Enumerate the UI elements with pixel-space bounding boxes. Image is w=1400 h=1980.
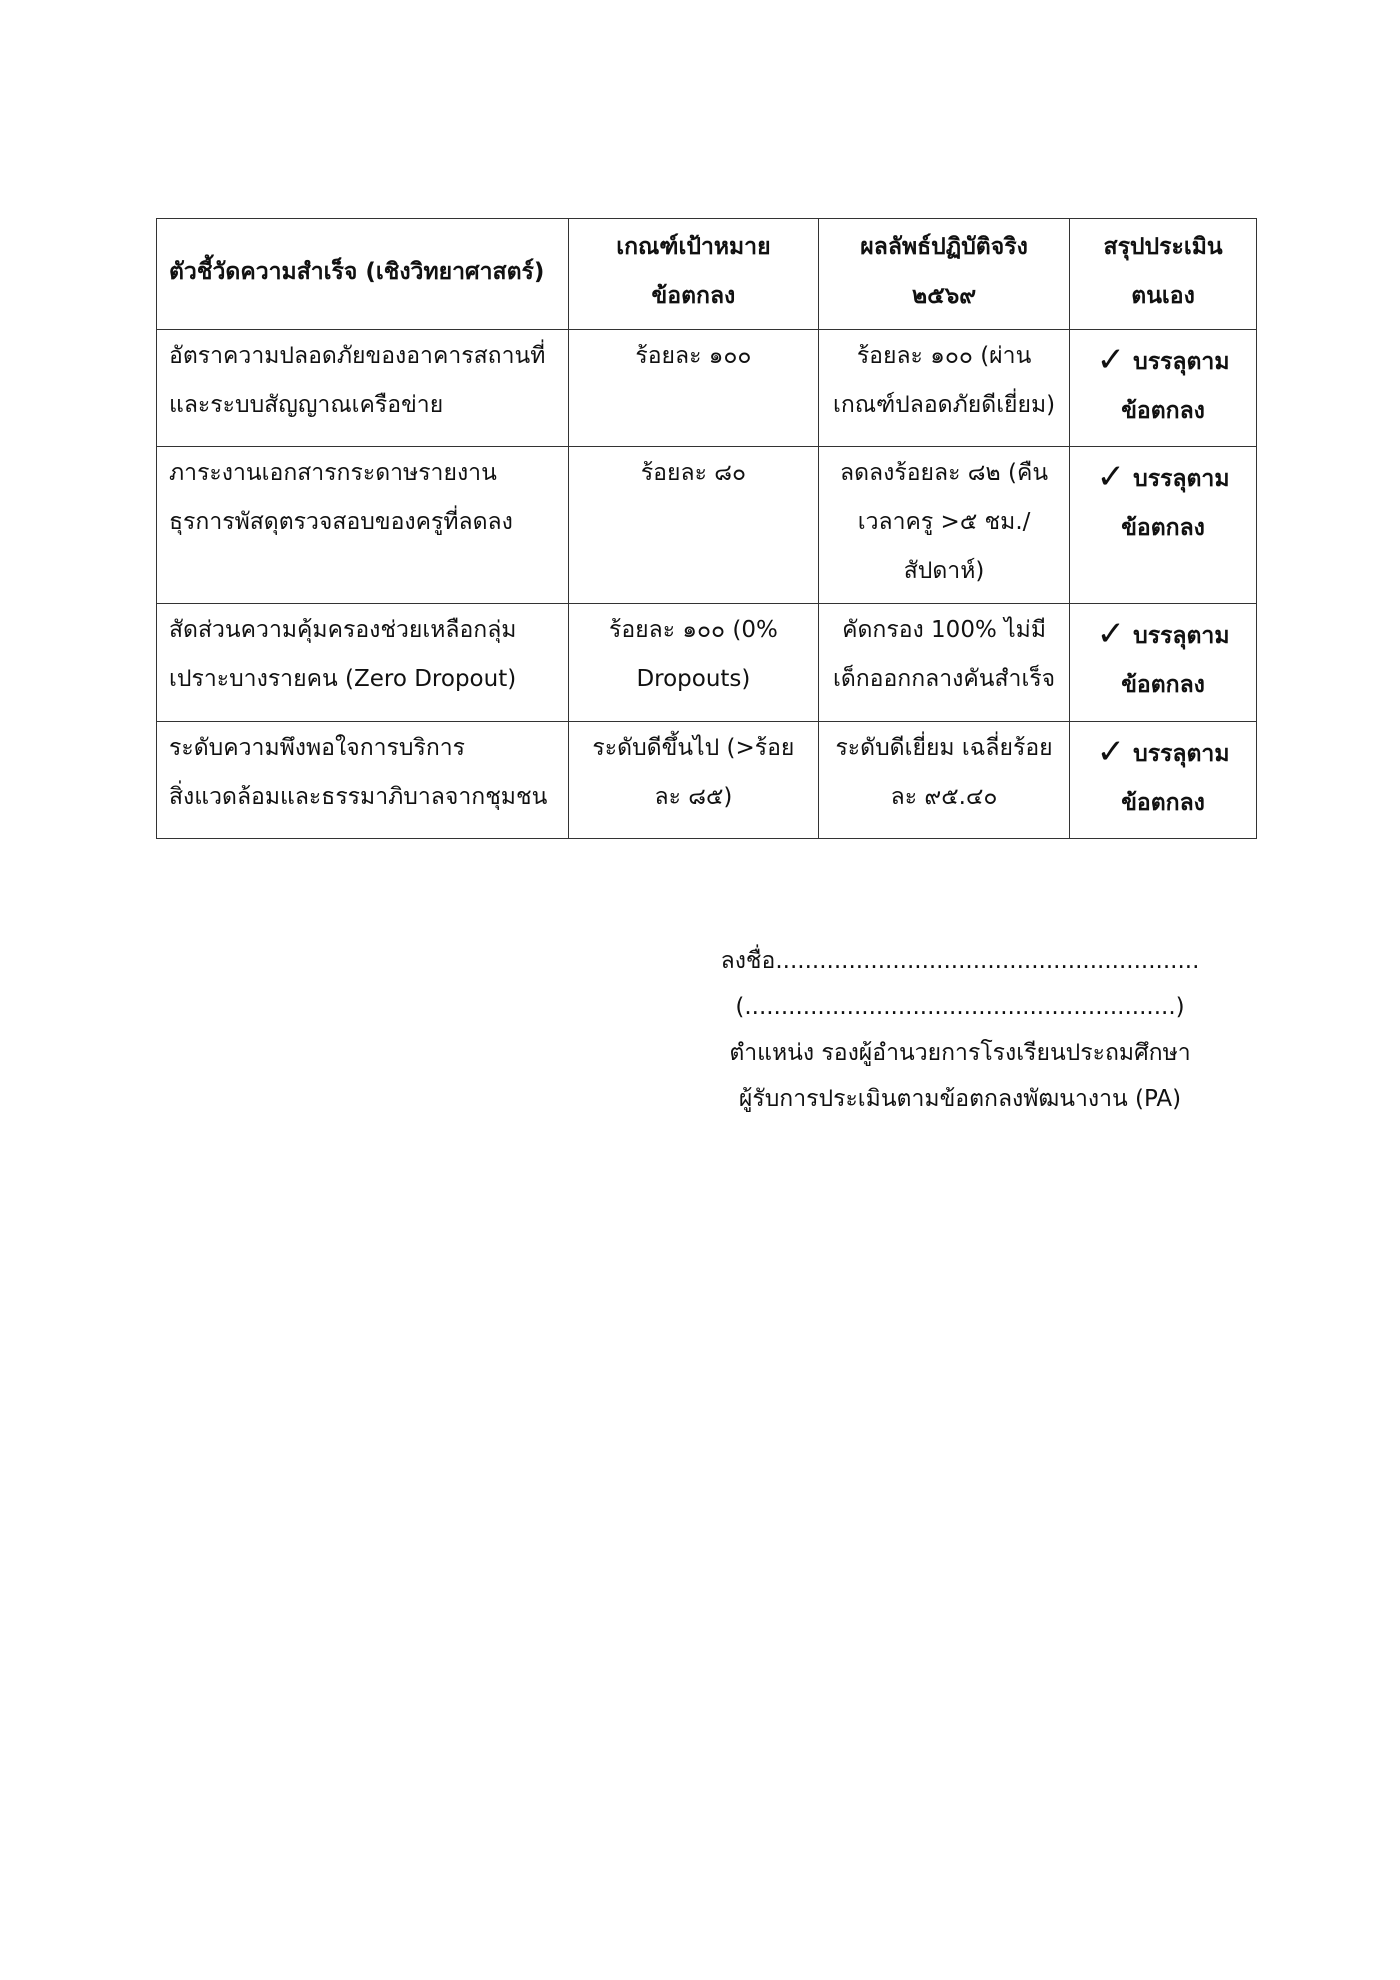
result-cell: ระดับดีเยี่ยม เฉลี่ยร้อย ละ ๙๕.๔๐ bbox=[818, 722, 1069, 839]
signer-position: ตำแหน่ง รองผู้อำนวยการโรงเรียนประถมศึกษา bbox=[729, 1040, 1191, 1066]
target-cell: ร้อยละ ๑๐๐ bbox=[568, 330, 818, 447]
signer-name-line: (...........................................................) bbox=[735, 994, 1185, 1020]
indicator-cell: ภาระงานเอกสารกระดาษรายงาน ธุรการพัสดุตรวจสอบของครูที่ลดลง bbox=[157, 447, 569, 604]
target-cell: ระดับดีขึ้นไป (>ร้อย ละ ๘๕) bbox=[568, 722, 818, 839]
checkmark-icon: ✓ bbox=[1096, 457, 1126, 497]
header-target: เกณฑ์เป้าหมาย ข้อตกลง bbox=[568, 219, 818, 330]
table-row bbox=[157, 604, 1257, 722]
checkmark-icon: ✓ bbox=[1096, 340, 1126, 380]
target-cell: ร้อยละ ๑๐๐ (0% Dropouts) bbox=[568, 604, 818, 722]
result-cell: คัดกรอง 100% ไม่มี เด็กออกกลางคันสำเร็จ bbox=[818, 604, 1069, 722]
result-cell: ลดลงร้อยละ ๘๒ (คืน เวลาครู >๕ ชม./ สัปดาห์) bbox=[818, 447, 1069, 604]
header-self-assessment: สรุปประเมิน ตนเอง bbox=[1070, 219, 1257, 330]
status-cell: ✓ บรรลุตาม ข้อตกลง bbox=[1070, 604, 1257, 722]
indicator-cell: อัตราความปลอดภัยของอาคารสถานที่ และระบบสัญญาณเครือข่าย bbox=[157, 330, 569, 447]
status-cell: ✓ บรรลุตาม ข้อตกลง bbox=[1070, 722, 1257, 839]
table-row bbox=[157, 330, 1257, 447]
status-cell: ✓ บรรลุตาม ข้อตกลง bbox=[1070, 447, 1257, 604]
indicator-cell: สัดส่วนความคุ้มครองช่วยเหลือกลุ่ม เปราะบางรายคน (Zero Dropout) bbox=[157, 604, 569, 722]
checkmark-icon: ✓ bbox=[1096, 614, 1126, 654]
signer-role: ผู้รับการประเมินตามข้อตกลงพัฒนางาน (PA) bbox=[738, 1086, 1182, 1112]
indicator-cell: ระดับความพึงพอใจการบริการ สิ่งแวดล้อมและธรรมาภิบาลจากชุมชน bbox=[157, 722, 569, 839]
signature-block bbox=[690, 938, 1230, 1122]
checkmark-icon: ✓ bbox=[1096, 732, 1126, 772]
kpi-table bbox=[156, 218, 1257, 839]
table-header-row bbox=[157, 219, 1257, 330]
table-row bbox=[157, 447, 1257, 604]
target-cell: ร้อยละ ๘๐ bbox=[568, 447, 818, 604]
table-row bbox=[157, 722, 1257, 839]
header-result: ผลลัพธ์ปฏิบัติจริง ๒๕๖๙ bbox=[818, 219, 1069, 330]
result-cell: ร้อยละ ๑๐๐ (ผ่าน เกณฑ์ปลอดภัยดีเยี่ยม) bbox=[818, 330, 1069, 447]
signature-line: ลงชื่อ.......................................................... bbox=[720, 948, 1200, 974]
header-indicator: ตัวชี้วัดความสำเร็จ (เชิงวิทยาศาสตร์) bbox=[157, 219, 569, 330]
status-cell: ✓ บรรลุตาม ข้อตกลง bbox=[1070, 330, 1257, 447]
